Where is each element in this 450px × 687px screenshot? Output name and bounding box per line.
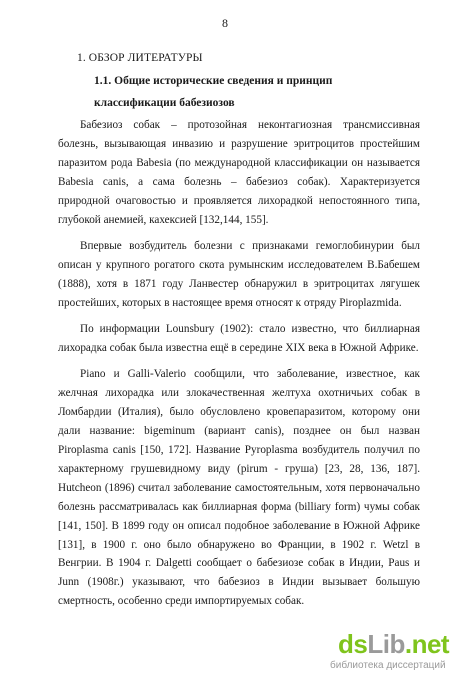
logo-ds: ds [338, 629, 368, 659]
dslib-logo [338, 629, 449, 659]
paragraph-2: Впервые возбудитель болезни с признаками гемоглобинурии был описан у крупного рогатого скота румынским исследователем В.Бабешем (1888), хотя в 1871 году Ланвестер обнаружил в эритроцитах лягушек простейших, которых в настоящее время относят к отряду Piroplazmida. [58, 239, 420, 309]
subsection-title: 1.1. Общие исторические сведения и принцип классификации бабезиозов [94, 75, 333, 109]
logo-lib: Lib [367, 629, 405, 659]
dslib-watermark [330, 629, 450, 679]
logo-net: net [411, 629, 450, 659]
logo-dot: . [404, 629, 412, 659]
section-title: 1. ОБЗОР ЛИТЕРАТУРЫ [77, 52, 203, 64]
paragraph-4: Piano и Galli-Valerio сообщили, что заболевание, известное, как желчная лихорадка или злокачественная желтуха охотничьих собак в Ломбардии (Италия), было обусловлено кровепаразитом, которому они дали название: bigeminum (вариант canis), позднее он был назван Piroplasma canis [150, 172]. Название Pyroplasma возбудитель получил по характерному грушевидному виду (pirum - груша) [23, 28, 136, 187]. Hutcheon (1896) считал заболевание самостоятельным, хотя первоначально болезнь рассматривалась как биллиарная форма (billiary form) чумы собак [141, 150]. В 1899 году он описал подобное заболевание в Южной Африке [131], в 1900 г. оно было обнаружено во Франции, в 1902 г. Wetzl в Венгрии. В 1904 г. Dalgetti сообщает о бабезиозе собак в Индии, Paus и Junn (1908г.) указывают, что бабезиоз в Индии вызывает большую смертность, особенно среди импортируемых собак. [58, 368, 420, 608]
body-text [58, 116, 420, 619]
page-number: 8 [222, 16, 228, 30]
paragraph-1: Бабезиоз собак – протозойная неконтагиозная трансмиссивная болезнь, вызывающая инвазию и разрушение эритроцитов простейшим паразитом рода Babesia (по международной классификации он называется Babesia canis, а сама болезнь – бабезиоз собак). Характеризуется природной очаговостью и проявляется лихорадкой непостоянного типа, глубокой анемией, кахексией [132,144, 155]. [58, 119, 420, 226]
paragraph-3: По информации Lounsbury (1902): стало известно, что биллиарная лихорадка собак была известна ещё в середине XIX века в Южной Африке. [58, 323, 420, 354]
watermark-caption: библиотека диссертаций [330, 660, 446, 671]
